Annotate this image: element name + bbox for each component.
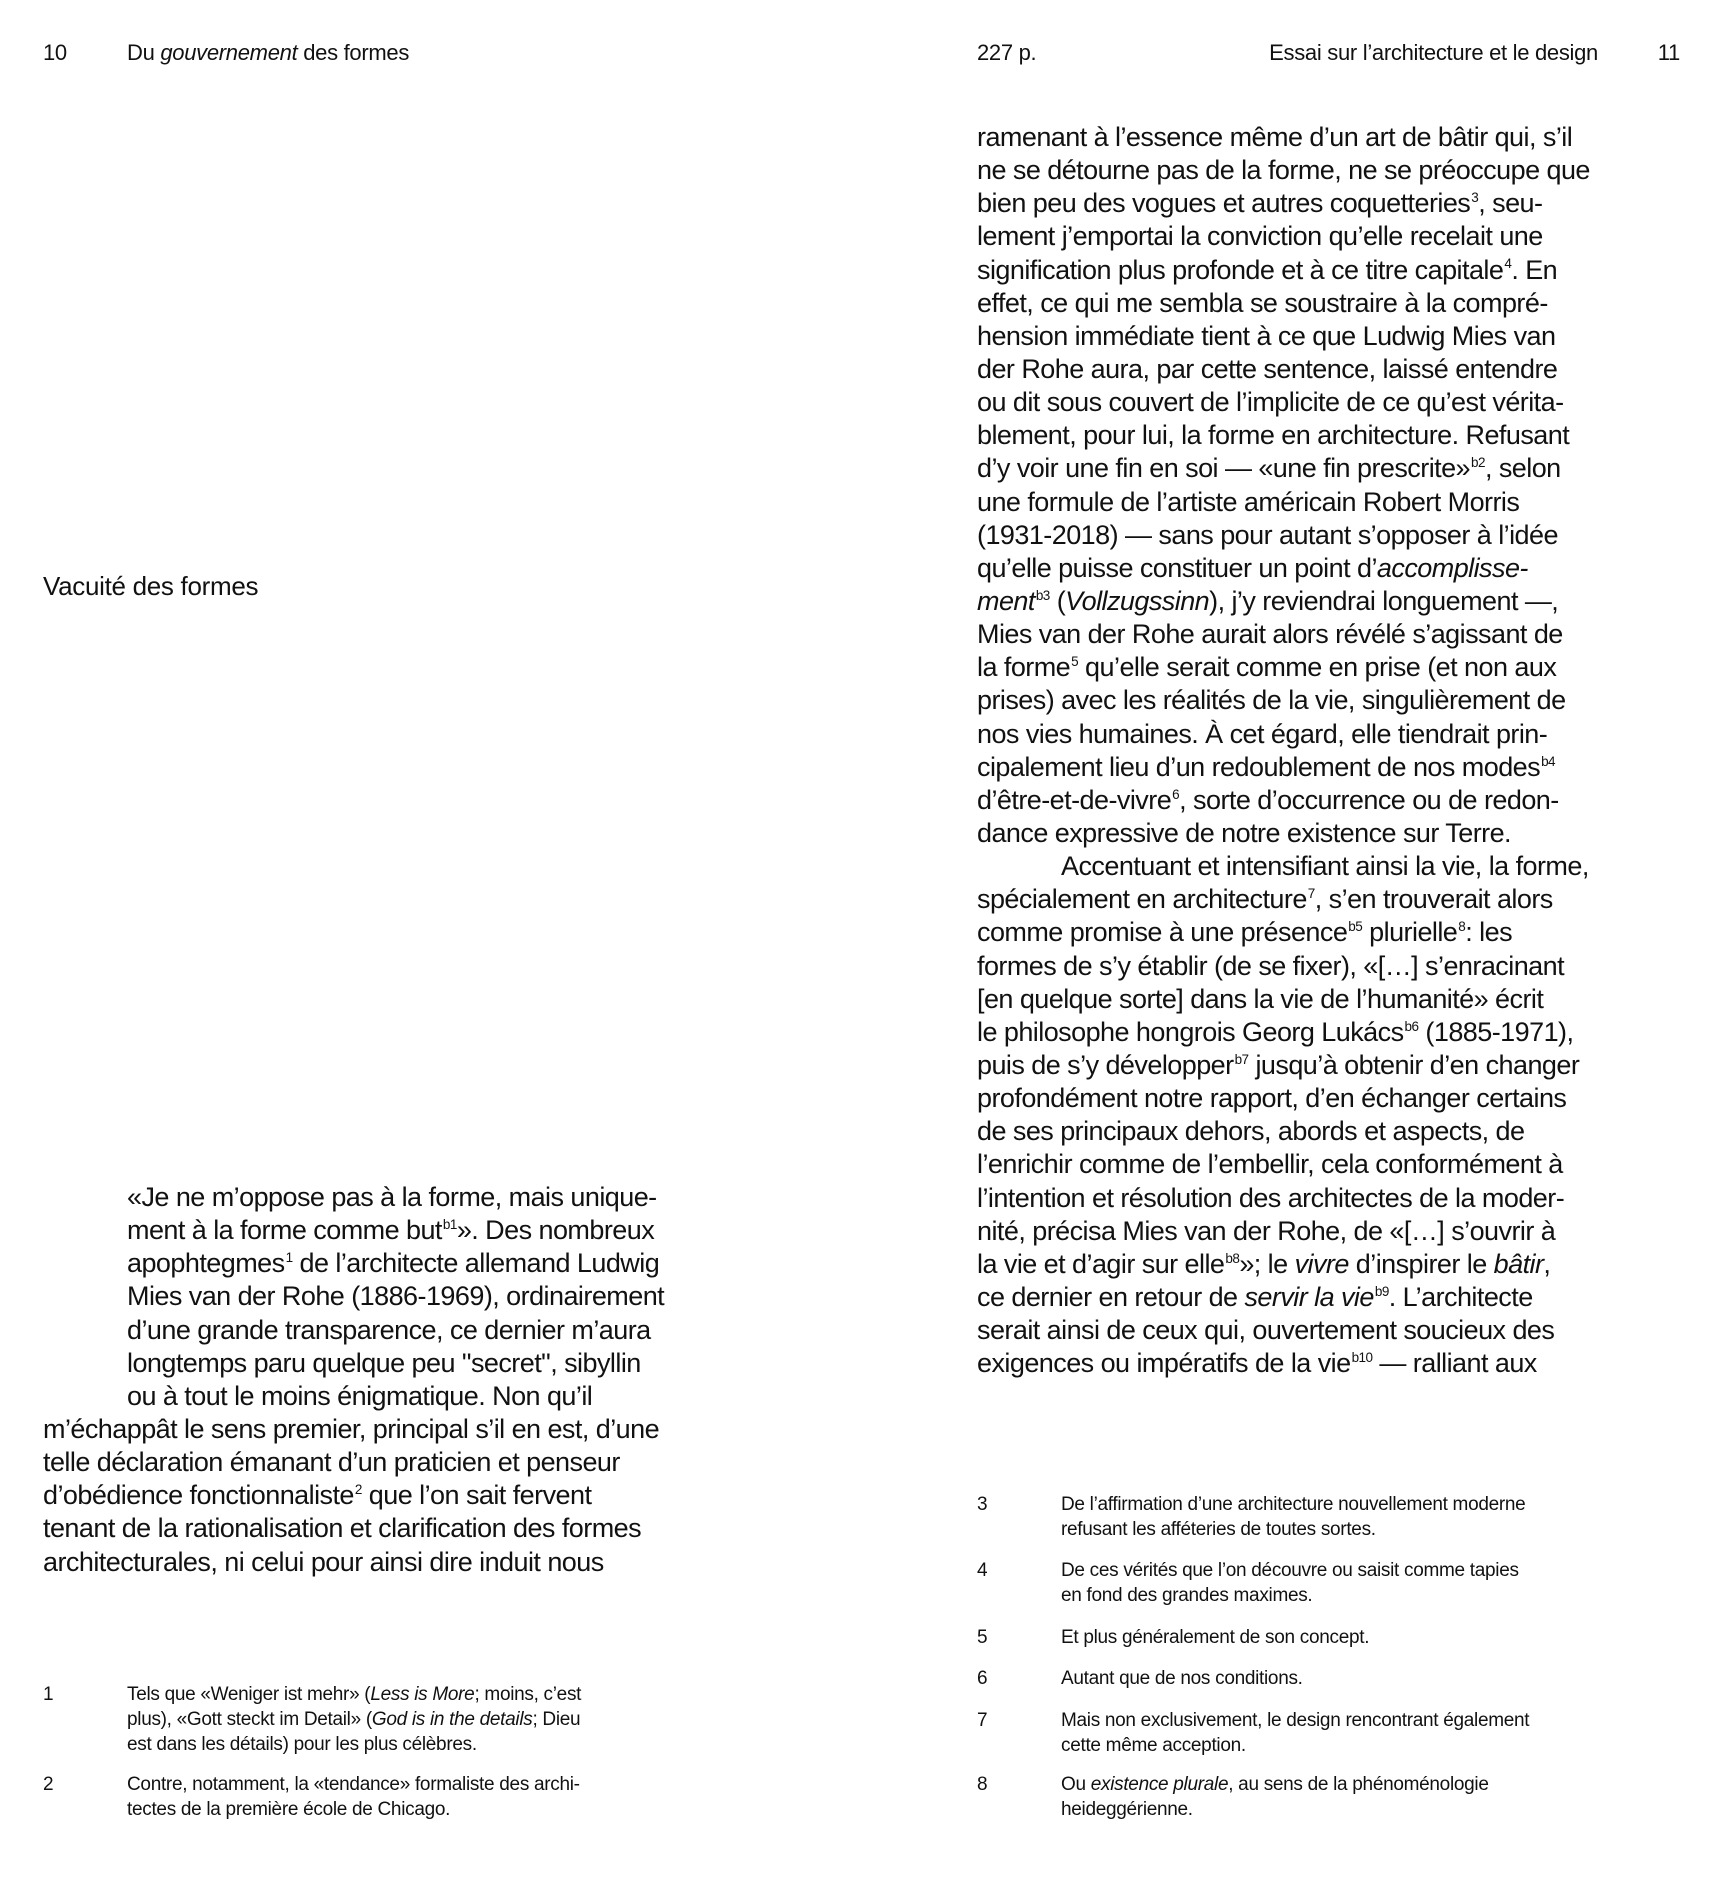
text-run: de l’architecte allemand Ludwig <box>292 1248 660 1279</box>
text-run: ne se détourne pas de la forme, ne se préoccupe que <box>977 155 1590 186</box>
text-run: qu’elle serait comme en prise (et non aux <box>1078 652 1557 683</box>
text-line <box>977 883 1590 916</box>
footnote-ref: b5 <box>1348 919 1363 935</box>
footnote-number: 2 <box>43 1774 54 1795</box>
text-run: Mies van der Rohe aurait alors révélé s’agissant de <box>977 619 1563 650</box>
text-run: Ou <box>1061 1774 1091 1795</box>
text-run: ), j’y reviendrai longuement —, <box>1209 585 1559 616</box>
text-run: ( <box>1049 585 1066 616</box>
text-run: , seu- <box>1478 188 1543 219</box>
text-run: effet, ce qui me sembla se soustraire à la compré- <box>977 287 1548 318</box>
text-line <box>43 1214 664 1247</box>
text-line <box>43 1347 664 1380</box>
text-run: Du <box>127 40 161 65</box>
text-run: Contre, notamment, la «tendance» formaliste des archi- <box>127 1774 580 1795</box>
text-run: ramenant à l’essence même d’un art de bâtir qui, s’il <box>977 122 1573 152</box>
footnote-text <box>1061 1558 1519 1608</box>
page-number-right: 11 <box>1657 40 1680 65</box>
footnote-text <box>1061 1666 1303 1691</box>
text-run: telle déclaration émanant d’un praticien et penseur <box>43 1447 620 1478</box>
footnote-number: 3 <box>977 1494 988 1515</box>
text-run: blement, pour lui, la forme en architecture. Refusant <box>977 420 1570 451</box>
text-run: . L’architecte <box>1388 1281 1533 1312</box>
footnote-ref: b2 <box>1471 455 1485 471</box>
text-line <box>977 320 1590 353</box>
text-line <box>977 1314 1590 1347</box>
footnote-line <box>1061 1583 1519 1608</box>
text-run: d’être-et-de-vivre <box>977 784 1172 815</box>
text-run: tectes de la première école de Chicago. <box>127 1799 451 1820</box>
footnote-line <box>1061 1625 1369 1650</box>
text-run: dance expressive de notre existence sur Terre. <box>977 817 1512 848</box>
text-line <box>977 1148 1590 1181</box>
footnote-ref: 3 <box>1471 190 1479 206</box>
text-line <box>43 1546 664 1579</box>
footnote-ref: b8 <box>1225 1250 1240 1266</box>
footnote-line <box>1061 1517 1525 1542</box>
footnote-ref: b1 <box>442 1217 457 1233</box>
text-line <box>977 1049 1590 1082</box>
text-run: heideggérienne. <box>1061 1799 1193 1820</box>
footnote-ref: 6 <box>1172 786 1180 802</box>
text-run: tenant de la rationalisation et clarification des formes <box>43 1513 642 1544</box>
text-run: spécialement en architecture <box>977 884 1307 915</box>
text-run: plurielle <box>1362 917 1458 948</box>
text-run: : les <box>1465 917 1513 948</box>
text-run: apophtegmes <box>127 1248 285 1279</box>
footnote-text <box>1061 1772 1489 1822</box>
text-run: . En <box>1511 254 1558 285</box>
text-run: en fond des grandes maximes. <box>1061 1585 1313 1606</box>
text-run: , <box>1543 1248 1551 1279</box>
italic-text: servir la vie <box>1244 1281 1374 1312</box>
text-line <box>977 121 1590 154</box>
footnote-number: 1 <box>43 1684 54 1705</box>
text-run: d’obédience fonctionnaliste <box>43 1480 354 1511</box>
text-line <box>977 1016 1590 1049</box>
footnote-ref: b4 <box>1541 753 1555 769</box>
text-run: l’intention et résolution des architectes de la moder- <box>977 1182 1565 1213</box>
text-run: la vie et d’agir sur elle <box>977 1248 1225 1279</box>
footnote-number: 5 <box>977 1627 988 1648</box>
text-run: d’inspirer le <box>1348 1248 1494 1279</box>
text-run: d’y voir une fin en soi — «une fin prescrite» <box>977 453 1471 484</box>
text-run: Et plus généralement de son concept. <box>1061 1627 1370 1648</box>
text-line <box>977 751 1590 784</box>
text-run: ment à la forme comme but <box>127 1215 442 1246</box>
text-run: nité, précisa Mies van der Rohe, de «[…] s’ouvrir à <box>977 1215 1556 1246</box>
text-run: jusqu’à obtenir d’en changer <box>1248 1049 1580 1080</box>
text-run: »; le <box>1239 1248 1295 1279</box>
text-run: est dans les détails) pour les plus célèbres. <box>127 1734 477 1755</box>
text-line <box>977 1115 1590 1148</box>
text-line <box>977 419 1590 452</box>
text-run: des formes <box>297 40 410 65</box>
footnote-line <box>127 1682 581 1707</box>
text-line <box>977 850 1590 883</box>
text-run: ; moins, c’est <box>474 1684 582 1705</box>
footnote-number: 4 <box>977 1560 988 1581</box>
text-run: Tels que «Weniger ist mehr» ( <box>127 1684 371 1705</box>
text-run: ce dernier en retour de <box>977 1281 1245 1312</box>
text-line <box>977 220 1590 253</box>
text-run: que l’on sait fervent <box>361 1480 592 1511</box>
text-run: , s’en trouverait alors <box>1314 884 1553 915</box>
text-line <box>977 154 1590 187</box>
footnote-line <box>127 1797 580 1822</box>
text-run: ou à tout le moins énigmatique. Non qu’il <box>127 1380 593 1411</box>
text-run: la forme <box>977 652 1071 683</box>
text-run: profondément notre rapport, d’en échanger certains <box>977 1083 1567 1114</box>
text-line <box>977 486 1590 519</box>
text-run: formes de s’y établir (de se fixer), «[…] s’enracinant <box>977 950 1565 981</box>
footnote-number: 6 <box>977 1668 988 1689</box>
text-run: Accentuant et intensifiant ainsi la vie, la forme, <box>1061 851 1589 882</box>
text-line <box>977 1281 1590 1314</box>
footnote-ref: 8 <box>1458 919 1466 935</box>
footnote-line <box>1061 1492 1525 1517</box>
text-run: (1931-2018) — sans pour autant s’opposer à l’idée <box>977 519 1558 550</box>
text-line <box>43 1280 664 1313</box>
text-run: ou dit sous couvert de l’implicite de ce qu’est vérita- <box>977 387 1564 418</box>
footnote-text <box>1061 1625 1369 1650</box>
footnote-line <box>127 1732 581 1757</box>
footnote-ref: b3 <box>1035 587 1050 603</box>
text-run: — ralliant aux <box>1372 1348 1537 1379</box>
footnote-line <box>1061 1733 1529 1758</box>
text-run: bien peu des vogues et autres coquetteries <box>977 188 1471 219</box>
italic-text: vivre <box>1294 1248 1349 1279</box>
italic-text: Vollzugssinn <box>1065 585 1210 616</box>
text-run: Mais non exclusivement, le design rencontrant également <box>1061 1710 1530 1731</box>
text-run: lement j’emportai la conviction qu’elle recelait une <box>977 221 1543 252</box>
text-run: De l’affirmation d’une architecture nouvellement moderne <box>1061 1494 1526 1515</box>
text-line <box>43 1247 664 1280</box>
text-run: der Rohe aura, par cette sentence, laissé entendre <box>977 353 1558 384</box>
text-run: cette même acception. <box>1061 1735 1246 1756</box>
text-line <box>43 1446 664 1479</box>
text-run: , au sens de la phénoménologie <box>1228 1774 1489 1795</box>
text-run: prises) avec les réalités de la vie, singulièrement de <box>977 685 1566 716</box>
footnote-ref: 4 <box>1504 256 1512 272</box>
running-title-right <box>1269 40 1598 66</box>
text-run: une formule de l’artiste américain Robert Morris <box>977 486 1520 517</box>
text-run: de ses principaux dehors, abords et aspects, de <box>977 1116 1525 1147</box>
text-run: d’une grande transparence, ce dernier m’aura <box>127 1314 651 1345</box>
italic-text: ment <box>977 585 1035 616</box>
text-run: Mies van der Rohe (1886-1969), ordinairement <box>127 1281 665 1312</box>
text-line <box>977 718 1590 751</box>
footnote-ref: b7 <box>1234 1051 1249 1067</box>
footnote-ref: 7 <box>1307 886 1315 902</box>
text-line <box>977 585 1590 618</box>
footnote-number: 8 <box>977 1774 988 1795</box>
footnote-line <box>1061 1708 1529 1733</box>
text-run: architecturales, ni celui pour ainsi dire induit nous <box>43 1546 604 1577</box>
text-line <box>977 817 1590 850</box>
text-run: (1885-1971), <box>1418 1016 1574 1047</box>
body-text-left <box>43 1181 664 1579</box>
footnote-line <box>127 1707 581 1732</box>
footnote-line <box>1061 1558 1519 1583</box>
footnote-ref: b9 <box>1374 1283 1389 1299</box>
page-number-left: 10 <box>43 40 67 65</box>
footnote-number: 7 <box>977 1710 988 1731</box>
text-run: m’échappât le sens premier, principal s’il en est, d’une <box>43 1413 660 1444</box>
text-run: refusant les afféteries de toutes sortes. <box>1061 1519 1376 1540</box>
text-run: serait ainsi de ceux qui, ouvertement soucieux des <box>977 1315 1555 1346</box>
text-run: qu’elle puisse constituer un point d’ <box>977 552 1377 583</box>
footnote-line <box>1061 1797 1489 1822</box>
text-line <box>977 254 1590 287</box>
footnote-ref: b10 <box>1351 1350 1373 1366</box>
text-run: De ces vérités que l’on découvre ou saisit comme tapies <box>1061 1560 1519 1581</box>
text-run: comme promise à une présence <box>977 917 1348 948</box>
italic-text: Less is More <box>370 1684 475 1705</box>
text-run: nos vies humaines. À cet égard, elle tiendrait prin- <box>977 718 1548 749</box>
text-line <box>43 1314 664 1347</box>
text-line <box>43 1181 664 1214</box>
body-text-right <box>977 121 1590 1380</box>
italic-text: bâtir <box>1493 1248 1544 1279</box>
text-line <box>977 1182 1590 1215</box>
section-heading: Vacuité des formes <box>43 571 259 601</box>
text-run: ; Dieu <box>532 1709 581 1730</box>
footnote-ref: 2 <box>354 1482 362 1498</box>
footnote-text <box>127 1772 580 1822</box>
text-run: longtemps paru quelque peu "secret", sibyllin <box>127 1347 641 1378</box>
footnote-text <box>127 1682 581 1757</box>
text-line <box>977 1248 1590 1281</box>
text-line <box>977 651 1590 684</box>
text-line <box>977 187 1590 220</box>
text-line <box>977 784 1590 817</box>
text-line <box>43 1380 664 1413</box>
footnote-ref: b6 <box>1404 1018 1419 1034</box>
text-line <box>977 983 1590 1016</box>
text-line <box>977 684 1590 717</box>
footnote-text <box>1061 1492 1525 1542</box>
text-run: puis de s’y développer <box>977 1049 1234 1080</box>
footnote-line <box>1061 1666 1303 1691</box>
page-count: 227 p. <box>977 40 1037 65</box>
text-run: [en quelque sorte] dans la vie de l’humanité» écrit <box>977 983 1544 1014</box>
footnote-text <box>1061 1708 1529 1758</box>
text-line <box>977 552 1590 585</box>
text-line <box>977 1215 1590 1248</box>
text-line <box>43 1413 664 1446</box>
text-run: Autant que de nos conditions. <box>1061 1668 1303 1689</box>
text-run: plus), «Gott steckt im Detail» ( <box>127 1709 372 1730</box>
italic-text: gouvernement <box>160 40 298 65</box>
footnote-line <box>127 1772 580 1797</box>
text-run: «Je ne m’oppose pas à la forme, mais unique- <box>127 1182 657 1212</box>
footnote-ref: 5 <box>1071 654 1079 670</box>
text-line <box>977 950 1590 983</box>
italic-text: accomplisse- <box>1376 552 1528 583</box>
text-run: , selon <box>1484 453 1561 484</box>
text-line <box>43 1479 664 1512</box>
text-run: cipalement lieu d’un redoublement de nos modes <box>977 751 1541 782</box>
text-run: signification plus profonde et à ce titre capitale <box>977 254 1504 285</box>
text-line <box>977 287 1590 320</box>
text-line <box>977 353 1590 386</box>
text-line <box>977 618 1590 651</box>
text-run: ». Des nombreux <box>456 1215 655 1246</box>
text-run: exigences ou impératifs de la vie <box>977 1348 1351 1379</box>
text-line <box>977 386 1590 419</box>
footnote-ref: 1 <box>285 1250 293 1266</box>
text-line <box>977 519 1590 552</box>
footnote-line <box>1061 1772 1489 1797</box>
text-line <box>977 1347 1590 1380</box>
text-run: le philosophe hongrois Georg Lukács <box>977 1016 1404 1047</box>
text-line <box>43 1512 664 1545</box>
text-run: hension immédiate tient à ce que Ludwig Mies van <box>977 320 1556 351</box>
running-title-left <box>127 40 409 66</box>
text-line <box>977 452 1590 485</box>
text-line <box>977 1082 1590 1115</box>
text-run: l’enrichir comme de l’embellir, cela conformément à <box>977 1149 1563 1180</box>
text-run: , sorte d’occurrence ou de redon- <box>1179 784 1559 815</box>
text-line <box>977 916 1590 949</box>
italic-text: existence plurale <box>1090 1774 1229 1795</box>
text-run: Essai sur l’architecture et le design <box>1269 40 1598 65</box>
italic-text: God is in the details <box>371 1709 533 1730</box>
